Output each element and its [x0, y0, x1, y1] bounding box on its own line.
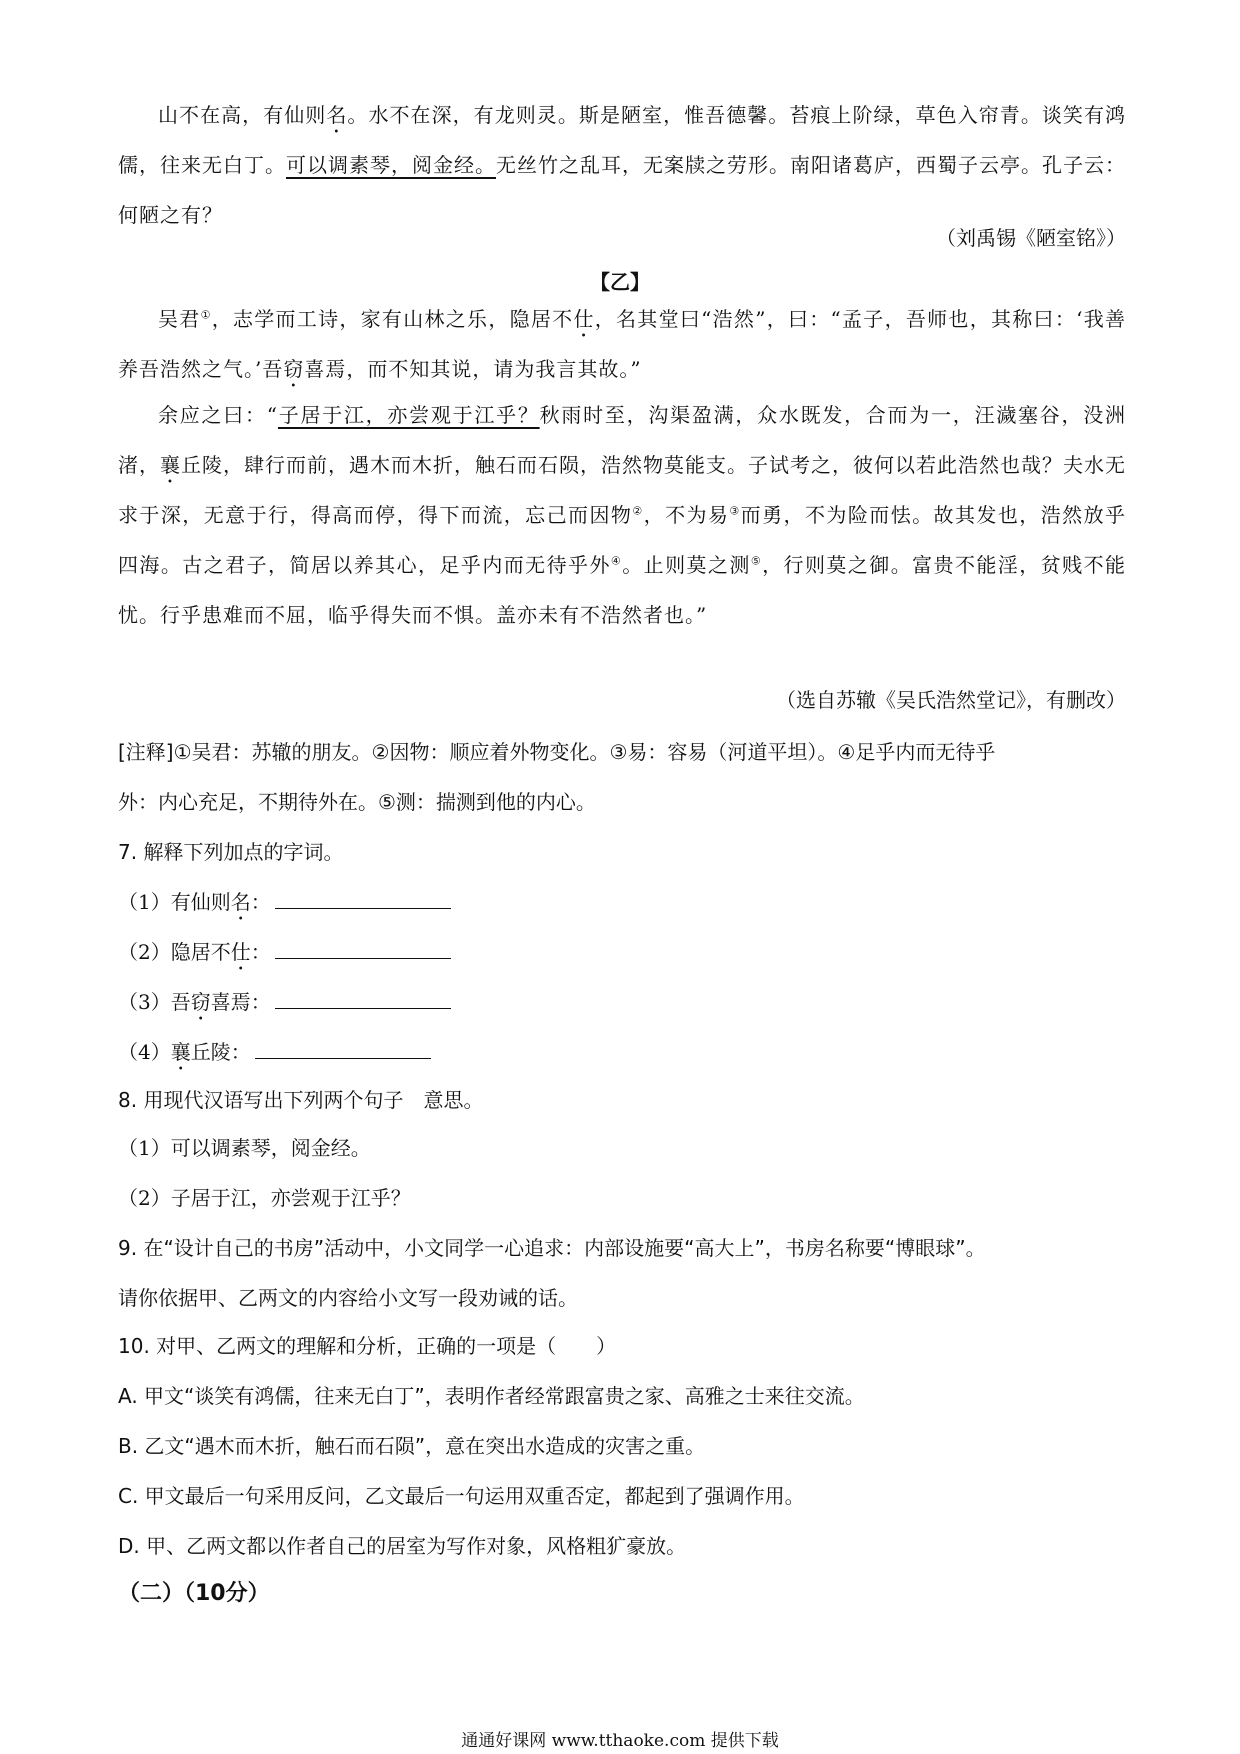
dotted-char: 窃 — [190, 990, 211, 1014]
question-8-stem: 8. 用现代汉语写出下列两个句子 意思。 — [118, 1088, 484, 1112]
question-7-item-2: （2）隐居不仕： — [118, 936, 451, 975]
dotted-char: 窃 — [283, 357, 305, 381]
footnote-mark: ② — [632, 504, 644, 518]
underlined-sentence: 可以调素琴，阅金经。 — [286, 153, 496, 177]
footnote-mark: ④ — [610, 554, 623, 568]
dotted-char: 襄 — [160, 453, 181, 477]
question-7-item-1: （1）有仙则名： — [118, 886, 451, 925]
question-7-item-4: （4）襄丘陵： — [118, 1036, 431, 1075]
question-10-option-a[interactable]: A. 甲文“谈笑有鸿儒，往来无白丁”，表明作者经常跟富贵之家、高雅之士来往交流。 — [118, 1384, 865, 1408]
passage-jia-source: （刘禹锡《陋室铭》） — [936, 226, 1126, 250]
question-10-option-d[interactable]: D. 甲、乙两文都以作者自己的居室为写作对象，风格粗犷豪放。 — [118, 1534, 687, 1558]
question-10-option-b[interactable]: B. 乙文“遇木而木折，触石而石陨”，意在突出水造成的灾害之重。 — [118, 1434, 706, 1458]
passage-yi-source: （选自苏辙《吴氏浩然堂记》，有删改） — [776, 688, 1126, 712]
section-2-heading: （二）（10分） — [118, 1581, 270, 1606]
answer-blank[interactable] — [275, 986, 451, 1009]
question-8-item-2: （2）子居于江，亦尝观于江乎？ — [118, 1186, 411, 1210]
question-9-line-1: 9. 在“设计自己的书房”活动中，小文同学一心追求：内部设施要“高大上”，书房名称要“博眼球”。 — [118, 1236, 986, 1260]
dotted-char: 仕 — [230, 940, 251, 964]
passage-yi-paragraph-2: 余应之曰：“子居于江，亦尝观于江乎？秋雨时至，沟渠盈满，众水既发，合而为一，汪濊塞谷，没洲渚，襄丘陵，肆行而前，遇木而木折，触石而石陨，浩然物莫能支。子试考之，彼何以若此浩然也哉？夫水无求于深，无意于行，得高而停，得下而流，忘己而因物②，不为易③而勇，不为险而怯。故其发也，浩然放乎四海。古之君子，简居以养其心，足乎内而无待乎外④。止则莫之测⑤，行则莫之御。富贵不能淫，贫贱不能忧。行乎患难而不屈，临乎得失而不惧。盖亦未有不浩然者也。” — [118, 403, 1127, 627]
answer-blank[interactable] — [275, 886, 451, 909]
dotted-char: 名 — [326, 103, 348, 127]
answer-blank[interactable] — [255, 1036, 431, 1059]
passage-yi-title: 【乙】 — [590, 270, 650, 294]
dotted-char: 仕 — [573, 307, 595, 331]
question-10-stem: 10. 对甲、乙两文的理解和分析，正确的一项是（ ） — [118, 1334, 617, 1358]
footnote-mark: ③ — [729, 504, 741, 518]
question-9-line-2: 请你依据甲、乙两文的内容给小文写一段劝诫的话。 — [118, 1286, 578, 1310]
footnote-mark: ⑤ — [750, 554, 763, 568]
notes-line-2: 外：内心充足，不期待外在。⑤测：揣测到他的内心。 — [118, 790, 596, 814]
page-footer: 通通好课网 www.tthaoke.com 提供下载 — [461, 1731, 779, 1751]
footnote-mark: ① — [200, 308, 212, 322]
passage-yi-paragraph-1: 吴君①，志学而工诗，家有山林之乐，隐居不仕，名其堂曰“浩然”，曰：“孟子，吾师也，其称曰：‘我善养吾浩然之气。’吾窃喜焉，而不知其说，请为我言其故。” — [118, 307, 1127, 381]
dotted-char: 襄 — [170, 1040, 191, 1064]
underlined-sentence: 子居于江，亦尝观于江乎？ — [277, 403, 540, 427]
question-7-item-3: （3）吾窃喜焉： — [118, 986, 451, 1025]
answer-blank[interactable] — [275, 936, 451, 959]
question-7-stem: 7. 解释下列加点的字词。 — [118, 840, 344, 864]
passage-jia-text: 山不在高，有仙则名。水不在深，有龙则灵。斯是陋室，惟吾德馨。苔痕上阶绿，草色入帘青。谈笑有鸿儒，往来无白丁。可以调素琴，阅金经。无丝竹之乱耳，无案牍之劳形。南阳诸葛庐，西蜀子云亭。孔子云：何陋之有？ — [118, 103, 1127, 227]
question-8-item-1: （1）可以调素琴，阅金经。 — [118, 1136, 371, 1160]
dotted-char: 名 — [230, 890, 251, 914]
question-10-option-c[interactable]: C. 甲文最后一句采用反问，乙文最后一句运用双重否定，都起到了强调作用。 — [118, 1484, 805, 1508]
notes-line-1: [注释]①吴君：苏辙的朋友。②因物：顺应着外物变化。③易：容易（河道平坦）。④足乎内而无待乎 — [118, 740, 996, 764]
